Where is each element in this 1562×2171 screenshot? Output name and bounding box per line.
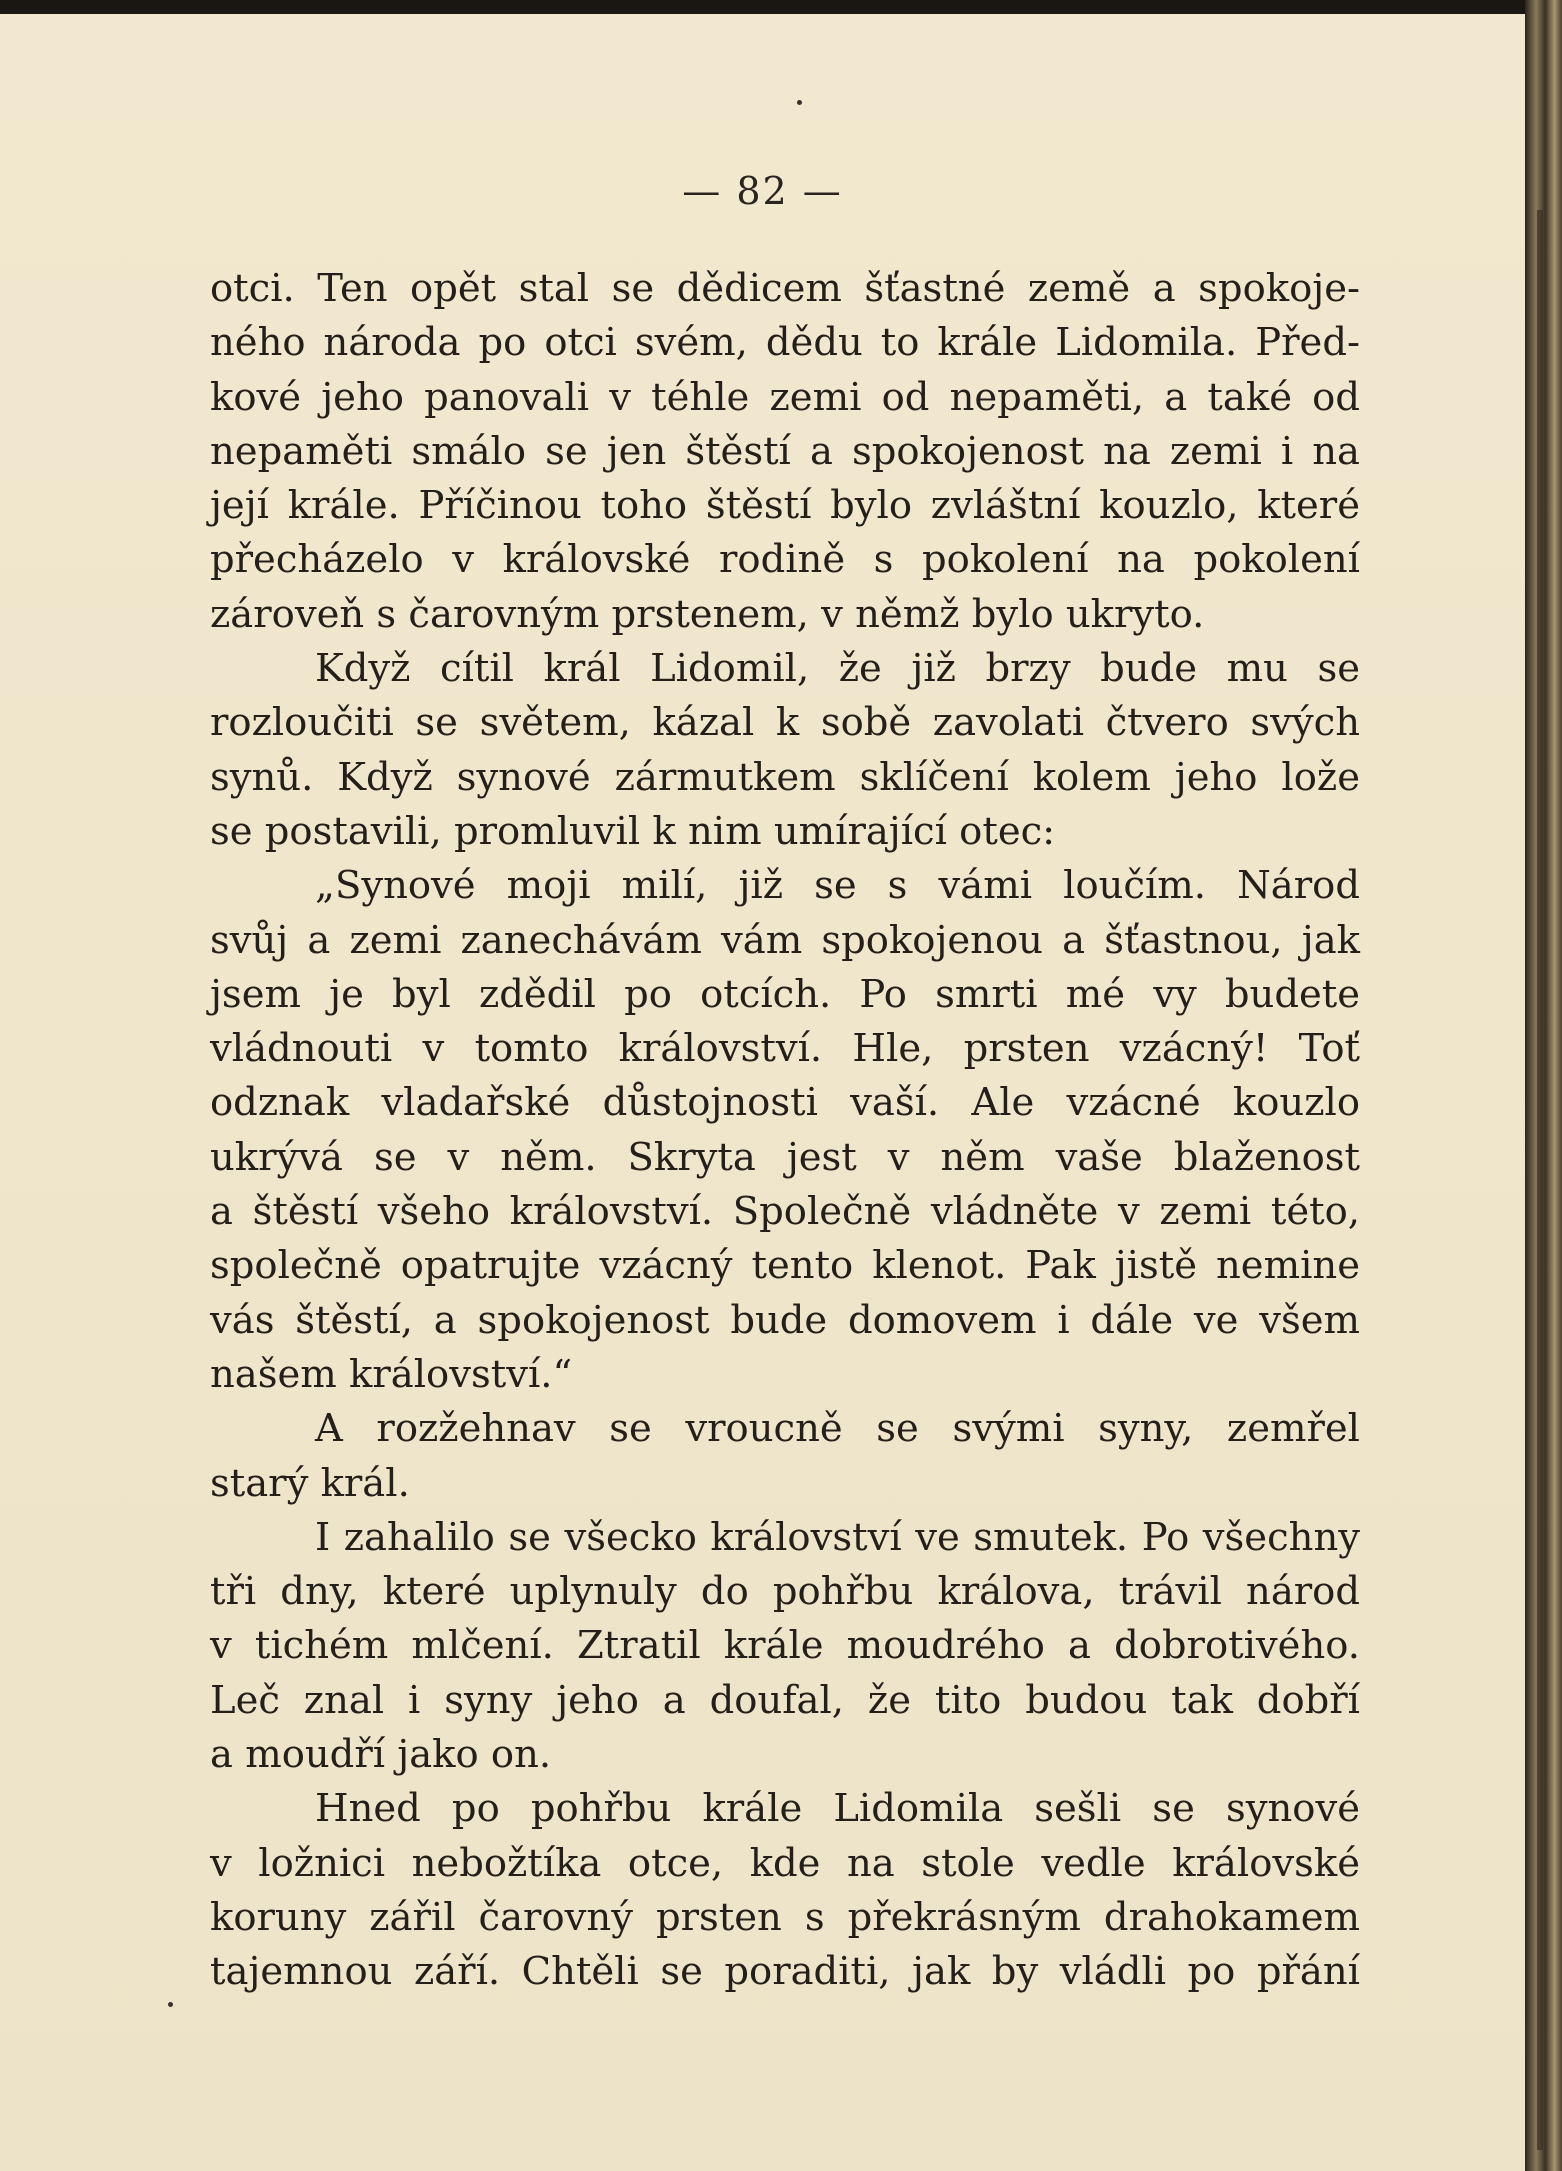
paper-speck: [168, 2002, 173, 2007]
text-line: přecházelo v královské rodině s pokolení na pokolení: [210, 537, 1360, 583]
text-line: A rozžehnav se vroucně se svými syny, zemřel: [315, 1406, 1360, 1452]
text-line: Když cítil král Lidomil, že již brzy bude mu se: [315, 646, 1360, 692]
text-line: svůj a zemi zanechávám vám spokojenou a šťastnou, jak: [210, 917, 1360, 963]
text-line: vás štěstí, a spokojenost bude domovem i dále ve všem: [210, 1297, 1360, 1343]
text-line: rozloučiti se světem, kázal k sobě zavolati čtvero svých: [210, 700, 1360, 746]
body-text: [210, 262, 1360, 2000]
text-line: tři dny, které uplynuly do pohřbu králova, trávil národ: [210, 1569, 1360, 1615]
text-line: ného národa po otci svém, dědu to krále Lidomila. Před-: [210, 320, 1360, 366]
text-line: vládnouti v tomto království. Hle, prsten vzácný! Toť: [210, 1026, 1360, 1072]
paragraph: [210, 642, 1360, 859]
text-line: synů. Když synové zármutkem sklíčení kolem jeho lože: [210, 754, 1360, 800]
text-line: našem království.“: [210, 1351, 573, 1397]
text-line: I zahalilo se všecko království ve smutek. Po všechny: [315, 1514, 1360, 1560]
text-line: ukrývá se v něm. Skryta jest v něm vaše blaženost: [210, 1134, 1360, 1180]
text-line: se postavili, promluvil k nim umírající otec:: [210, 808, 1056, 854]
text-line: Hned po pohřbu krále Lidomila sešli se synové: [315, 1786, 1360, 1832]
paragraph: [210, 262, 1360, 642]
text-line: zároveň s čarovným prstenem, v němž bylo ukryto.: [210, 591, 1205, 637]
paragraph: [210, 1782, 1360, 1999]
paragraph: [210, 1511, 1360, 1782]
book-spine-edge: [1525, 0, 1562, 2171]
text-line: „Synové moji milí, již se s vámi loučím. Národ: [315, 863, 1360, 909]
text-line: jsem je byl zdědil po otcích. Po smrti mé vy budete: [210, 971, 1360, 1017]
text-line: její krále. Příčinou toho štěstí bylo zvláštní kouzlo, které: [210, 483, 1360, 529]
paragraph: [210, 859, 1360, 1402]
text-line: a štěstí všeho království. Společně vládněte v zemi této,: [210, 1189, 1360, 1235]
text-line: a moudří jako on.: [210, 1732, 552, 1778]
page-number: — 82 —: [682, 169, 843, 213]
book-spine-shadow: [1537, 210, 1543, 2150]
text-line: v ložnici nebožtíka otce, kde na stole vedle královské: [210, 1840, 1360, 1886]
text-line: nepaměti smálo se jen štěstí a spokojenost na zemi i na: [210, 428, 1360, 474]
text-line: otci. Ten opět stal se dědicem šťastné země a spokoje-: [210, 266, 1360, 311]
text-line: Leč znal i syny jeho a doufal, že tito budou tak dobří: [210, 1677, 1360, 1723]
text-line: kové jeho panovali v téhle zemi od nepaměti, a také od: [210, 374, 1360, 420]
paragraph: [210, 1402, 1360, 1511]
text-line: odznak vladařské důstojnosti vaší. Ale vzácné kouzlo: [210, 1080, 1360, 1126]
text-line: tajemnou září. Chtěli se poraditi, jak by vládli po přání: [210, 1949, 1360, 1995]
paper-speck: [797, 100, 802, 105]
text-line: starý král.: [210, 1460, 410, 1506]
paper-sheet: [0, 14, 1525, 2171]
text-line: koruny zářil čarovný prsten s překrásným drahokamem: [210, 1894, 1360, 1940]
text-line: v tichém mlčení. Ztratil krále moudrého a dobrotivého.: [210, 1623, 1360, 1669]
text-line: společně opatrujte vzácný tento klenot. Pak jistě nemine: [210, 1243, 1360, 1289]
